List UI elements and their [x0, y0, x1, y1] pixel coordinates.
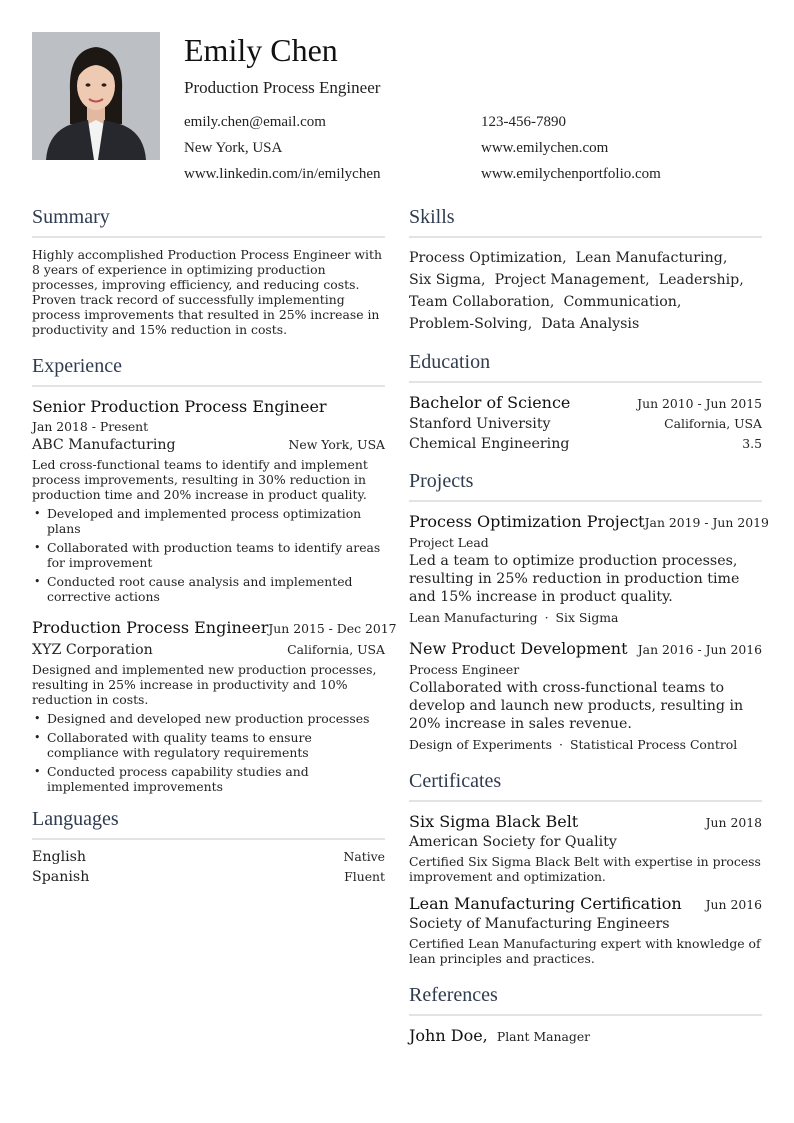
certificates-heading: Certificates [409, 770, 762, 802]
job-bullet: • Developed and implemented process optimization plans [32, 506, 385, 536]
profile-photo [32, 32, 160, 160]
language-item [32, 849, 385, 865]
job-dates: Jan 2018 - Present [32, 419, 149, 434]
job-description: Led cross-functional teams to identify and implement process improvements, resulting in 30% reduction in production time and 20% increase in product quality. [32, 457, 368, 502]
reference-role: Plant Manager [496, 1029, 591, 1044]
project-role: Process Engineer [409, 662, 520, 677]
references-heading: References [409, 984, 762, 1016]
job-bullet: • Collaborated with quality teams to ensure compliance with regulatory requirements [32, 730, 385, 760]
candidate-title: Production Process Engineer [184, 78, 381, 97]
summary-heading: Summary [32, 206, 385, 238]
skill-item: Team Collaboration, [409, 294, 555, 310]
reference-entry [409, 1026, 762, 1045]
skill-item: Project Management, [494, 272, 650, 288]
job-description: Designed and implemented new production processes, resulting in 25% increase in productivity and 10% reduction in costs. [32, 662, 377, 707]
job-dates: Jun 2015 - Dec 2017 [268, 621, 397, 636]
references-section [409, 984, 762, 1045]
contact-email[interactable]: emily.chen@email.com [184, 114, 326, 130]
projects-heading: Projects [409, 470, 762, 502]
separator-dot: · [544, 610, 549, 625]
contact-website[interactable]: www.emilychen.com [481, 140, 609, 156]
projects-section [409, 470, 769, 752]
certificate-date: Jun 2018 [705, 815, 762, 830]
skill-item: Leadership, [658, 272, 744, 288]
job-bullet: • Conducted root cause analysis and implemented corrective actions [32, 574, 385, 604]
project-title: New Product Development [409, 639, 628, 658]
project-description: Collaborated with cross-functional teams to develop and launch new products, resulting in 20% increase in sales revenue. [409, 680, 744, 732]
skill-item: Lean Manufacturing, [575, 250, 728, 266]
experience-section [32, 355, 397, 794]
skills-section [409, 206, 762, 335]
contact-linkedin[interactable]: www.linkedin.com/in/emilychen [184, 166, 381, 182]
education-school: Stanford University [409, 416, 551, 432]
job-location: New York, USA [288, 437, 385, 452]
project-entry [409, 639, 762, 752]
certificate-entry [409, 812, 762, 884]
skill-item: Problem-Solving, [409, 316, 533, 332]
project-entry [409, 512, 769, 625]
project-dates: Jan 2019 - Jun 2019 [644, 515, 769, 530]
education-gpa: 3.5 [742, 436, 762, 451]
certificate-issuer: Society of Manufacturing Engineers [409, 916, 670, 932]
language-level: Fluent [344, 869, 385, 884]
contact-location: New York, USA [184, 140, 283, 156]
certificate-issuer: American Society for Quality [409, 834, 617, 850]
job-company: ABC Manufacturing [32, 437, 176, 453]
education-section [409, 351, 762, 452]
education-heading: Education [409, 351, 762, 383]
project-role: Project Lead [409, 535, 489, 550]
experience-entry [32, 397, 385, 604]
summary-section [32, 206, 385, 337]
certificates-section [409, 770, 762, 966]
certificate-title: Six Sigma Black Belt [409, 812, 579, 831]
project-tag: Statistical Process Control [569, 737, 738, 752]
education-degree: Bachelor of Science [409, 393, 571, 412]
language-name: English [32, 849, 87, 865]
left-column [32, 206, 397, 899]
language-level: Native [343, 849, 385, 864]
certificate-entry [409, 894, 762, 966]
project-tag: Design of Experiments [409, 737, 553, 752]
certificate-description: Certified Lean Manufacturing expert with knowledge of lean principles and practices. [409, 936, 761, 966]
language-name: Spanish [32, 869, 90, 885]
project-tag: Six Sigma [555, 610, 619, 625]
skill-item: Data Analysis [541, 316, 640, 332]
contact-phone[interactable]: 123-456-7890 [481, 114, 566, 130]
project-dates: Jan 2016 - Jun 2016 [637, 642, 762, 657]
skill-item: Six Sigma, [409, 272, 486, 288]
skills-heading: Skills [409, 206, 762, 238]
project-tags [409, 737, 762, 752]
job-bullet: • Designed and developed new production processes [32, 711, 385, 726]
education-field: Chemical Engineering [409, 436, 570, 452]
right-column [409, 206, 769, 1059]
candidate-name: Emily Chen [184, 32, 338, 68]
skills-list [409, 247, 762, 335]
project-title: Process Optimization Project [409, 512, 645, 531]
job-title: Production Process Engineer [32, 618, 269, 637]
job-title: Senior Production Process Engineer [32, 397, 327, 416]
certificate-date: Jun 2016 [705, 897, 762, 912]
contact-portfolio[interactable]: www.emilychenportfolio.com [481, 166, 661, 182]
education-dates: Jun 2010 - Jun 2015 [637, 396, 762, 411]
experience-heading: Experience [32, 355, 385, 387]
language-item [32, 869, 385, 885]
skill-item: Process Optimization, [409, 250, 567, 266]
job-company: XYZ Corporation [32, 642, 153, 658]
job-bullet: • Collaborated with production teams to identify areas for improvement [32, 540, 385, 570]
separator-dot: · [559, 737, 563, 752]
profile-photo-image [32, 32, 160, 160]
job-location: California, USA [287, 642, 385, 657]
experience-entry [32, 618, 397, 794]
project-tags [409, 610, 762, 625]
education-location: California, USA [664, 416, 762, 431]
project-description: Led a team to optimize production processes, resulting in 25% reduction in production time and 15% increase in product quality. [409, 553, 740, 605]
certificate-description: Certified Six Sigma Black Belt with expertise in process improvement and optimization. [409, 854, 761, 884]
job-bullet: • Conducted process capability studies and implemented improvements [32, 764, 385, 794]
skill-item: Communication, [563, 294, 682, 310]
certificate-title: Lean Manufacturing Certification [409, 894, 682, 913]
project-tag: Lean Manufacturing [409, 610, 538, 625]
summary-text: Highly accomplished Production Process Engineer with 8 years of experience in optimizing production processes, improving efficiency, and reducing costs. Proven track record of successfully implementing process improvements that resulted in 25% increase in productivity and 15% reduction in costs. [32, 247, 382, 337]
reference-name: John Doe, [409, 1026, 488, 1045]
job-bullets [32, 506, 385, 604]
job-bullets [32, 711, 385, 794]
languages-heading: Languages [32, 808, 385, 840]
languages-section [32, 808, 385, 885]
